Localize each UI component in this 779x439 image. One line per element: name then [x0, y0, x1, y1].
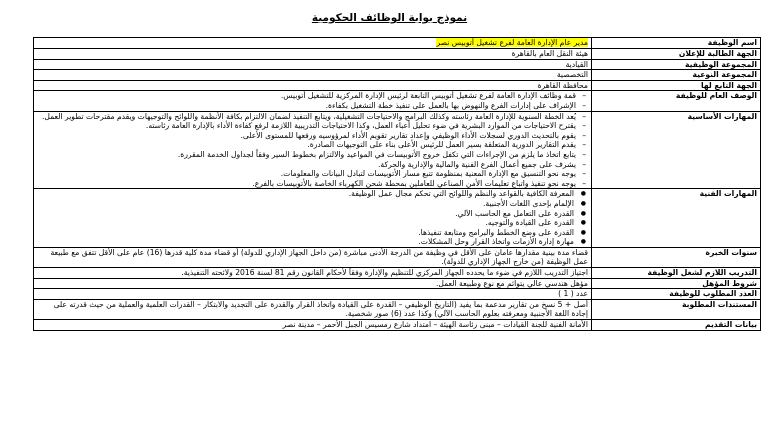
row-basic-skills — [34, 111, 761, 189]
label-employer: الجهة الطالبة للإعلان — [592, 49, 761, 60]
label-required-documents: المستندات المطلوبة — [592, 299, 761, 319]
value-qualification: مؤهل هندسي عالي يتوائم مع نوع وطبيعة العمل. — [34, 278, 592, 289]
label-experience-years: سنوات الخبرة — [592, 247, 761, 267]
row-qualification — [34, 278, 761, 289]
row-technical-skills — [34, 189, 761, 248]
list-item: – قمة وظائف الإدارة العامة لفرع تشغيل أتوبيس التابعة لرئيس الإدارة المركزية للتشغيل أتوبيس. — [37, 91, 576, 101]
value-qualitative-group: التخصصية — [34, 70, 592, 81]
list-item: ● المعرفة الكافية بالقواعد والنظم واللوائح التي تحكم مجال عمل الوظيفة. — [37, 189, 574, 199]
value-training: اجتياز التدريب اللازم في ضوء ما يحدده الجهاز المركزي للتنظيم والإدارة وفقاً لأحكام القانون رقم 81 لسنة 2016 ولائحته التنفيذية. — [34, 268, 592, 279]
row-required-documents — [34, 299, 761, 319]
label-basic-skills: المهارات الأساسية — [592, 111, 761, 189]
document-title: نموذج بوابة الوظائف الحكومية — [311, 12, 468, 24]
list-item: ● الإلمام بإحدى اللغات الأجنبية. — [37, 199, 574, 209]
basic-skills-list — [37, 112, 588, 189]
label-qualitative-group: المجموعة النوعية — [592, 70, 761, 81]
label-affiliation: الجهة التابع لها — [592, 80, 761, 91]
list-item: ● القدرة على وضع الخطط والبرامج ومتابعة تنفيذها. — [37, 228, 574, 238]
label-technical-skills: المهارات الفنية — [592, 189, 761, 248]
list-item: ● مهارة إدارة الأزمات واتخاذ القرار وحل المشكلات. — [37, 237, 574, 247]
row-affiliation — [34, 80, 761, 91]
row-required-count — [34, 289, 761, 300]
list-item: – يقترح الاحتياجات من الموارد البشرية في ضوء تحليل أعباء العمل، وكذا الاحتياجات التدريبية اللازمة لرفع كفاءة الأداء بالإدارة العامة رئاسته. — [37, 121, 576, 131]
value-submission: الأمانة الفنية للجنة القيادات – مبنى رئاسة الهيئة – امتداد شارع رمسيس الجبل الأحمر – مدينة نصر — [34, 320, 592, 331]
technical-skills-list — [37, 189, 588, 247]
list-item: ● القدرة على التعامل مع الحاسب الآلي. — [37, 209, 574, 219]
row-employer — [34, 49, 761, 60]
row-experience-years — [34, 247, 761, 267]
label-job-name: اسم الوظيفة — [592, 38, 761, 49]
job-name-highlight: مدير عام الإدارة العامة لفرع تشغيل أتوبيس نصر — [436, 38, 588, 47]
value-general-description — [34, 91, 592, 111]
list-item: ● القدرة على القيادة والتوجيه. — [37, 218, 574, 228]
job-form-table — [33, 37, 761, 331]
row-general-description — [34, 91, 761, 111]
list-item: – يُعد الخطة السنوية للإدارة العامة رئاسته وكذلك البرامج والاحتياجات التشغيلية، ويتابع التنفيذ لضمان الالتزام بكافة الأنظمة واللوائح والتوجيهات ويقدم مقترحات تطوير العمل. — [37, 112, 576, 122]
value-employer: هيئة النقل العام بالقاهرة — [34, 49, 592, 60]
value-required-count: عدد ( 1 ) — [34, 289, 592, 300]
value-experience-years: قضاء مدة بينية مقدارها عامان على الأقل في وظيفة من الدرجة الأدنى مباشرة (من داخل الجهاز الإداري للدولة) أو قضاء مدة كلية قدرها (16) عام على الأقل تتفق مع طبيعة عمل الوظيفة (من خارج الجهاز الإداري للدولة). — [34, 247, 592, 267]
value-job-name — [34, 38, 592, 49]
label-job-group: المجموعة الوظيفية — [592, 59, 761, 70]
value-technical-skills — [34, 189, 592, 248]
row-job-name — [34, 38, 761, 49]
label-training: التدريب اللازم لشغل الوظيفة — [592, 268, 761, 279]
row-submission — [34, 320, 761, 331]
label-required-count: العدد المطلوب للوظيفة — [592, 289, 761, 300]
value-basic-skills — [34, 111, 592, 189]
list-item: – الإشراف على إدارات الفرع والنهوض بها بالعمل على تنفيذ خطة التشغيل بكفاءة. — [37, 101, 576, 111]
row-training — [34, 268, 761, 279]
list-item: – يقدم التقارير الدورية المتعلقة بسير العمل للرئيس الأعلى بناء على التوجيهات الصادرة. — [37, 140, 576, 150]
list-item: – يوجه نحو التنسيق مع الإدارة المعنية بمنظومة تتبع مسار الأتوبيسات لتبادل البيانات والمعلومات. — [37, 169, 576, 179]
label-submission: بيانات التقديم — [592, 320, 761, 331]
value-required-documents: أصل + 5 نسخ من تقارير مدعمة بما يفيد (التاريخ الوظيفي – القدرة على القيادة واتخاذ القرار والقدرة على التجديد والابتكار – القدرات العلمية والعملية من حيث قدرته على إجادة اللغة الأجنبية ومعرفته بعلوم الحاسب الآلي) وكذا عدد (6) صور شخصية. — [34, 299, 592, 319]
value-job-group: القيادية — [34, 59, 592, 70]
label-qualification: شروط المؤهل — [592, 278, 761, 289]
list-item: – يوجه نحو تنفيذ واتباع تعليمات الأمن الصناعي للعاملين بمحطة شحن الكهرباء الخاصة بالأتوبيسات بالفرع. — [37, 179, 576, 189]
row-job-group — [34, 59, 761, 70]
list-item: – يشرف على جميع أعمال الفرع الفنية والمالية والإدارية والحركة. — [37, 160, 576, 170]
list-item: – يتابع اتخاذ ما يلزم من الإجراءات التي تكفل خروج الأتوبيسات في المواعيد والالتزام بخطوط السير وفقاً لجداول الخدمة المقررة. — [37, 150, 576, 160]
label-general-description: الوصف العام للوظيفة — [592, 91, 761, 111]
list-item: – يقوم بالتحديث الدوري لسجلات الأداء الوظيفي وإعداد تقارير تقويم الأداء لمرؤوسيه ورفعها للمستوى الأعلى. — [37, 131, 576, 141]
row-qualitative-group — [34, 70, 761, 81]
general-description-list — [37, 91, 588, 110]
value-affiliation: محافظة القاهرة — [34, 80, 592, 91]
